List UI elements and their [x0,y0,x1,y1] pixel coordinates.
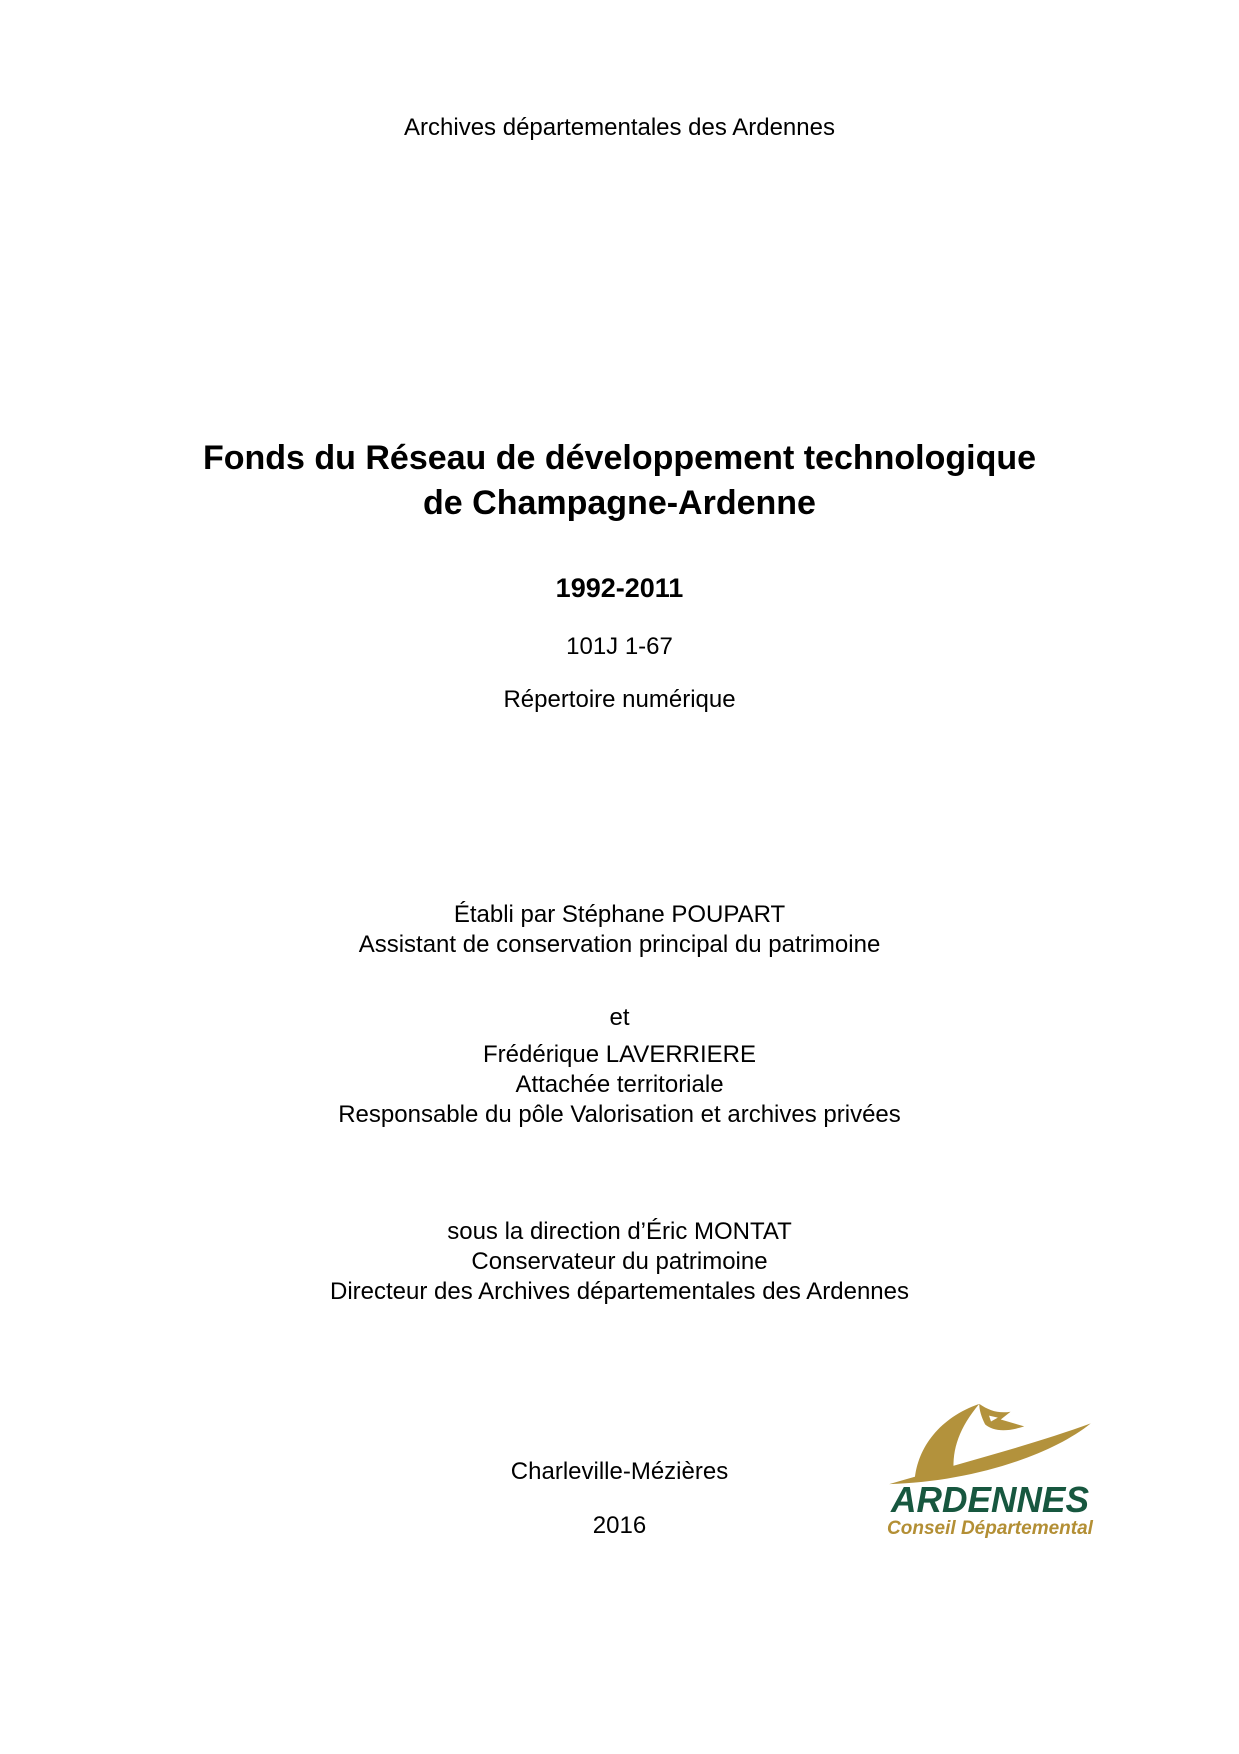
author-block-2 [0,1040,1239,1130]
direction-block [0,1217,1239,1307]
document-title [0,436,1239,526]
publication-place: Charleville-Mézières [510,1458,729,1485]
author2-name: Frédérique LAVERRIERE [483,1041,756,1068]
author2-role1: Attachée territoriale [515,1071,724,1098]
author1-name: Établi par Stéphane POUPART [453,901,786,928]
author2-role2: Responsable du pôle Valorisation et archives privées [338,1101,901,1128]
author-block-1 [0,900,1239,960]
document-title-line2: de Champagne-Ardenne [423,484,816,522]
logo-tagline: Conseil Départemental [887,1518,1093,1539]
date-range: 1992-2011 [555,573,684,603]
director-role2: Directeur des Archives départementales des Ardennes [330,1278,909,1305]
stag-swoosh-icon [883,1398,1097,1488]
ardennes-logo [883,1398,1097,1540]
logo-head [979,1404,1024,1430]
author1-role: Assistant de conservation principal du patrimoine [358,931,881,958]
institution-header: Archives départementales des Ardennes [404,114,835,141]
document-subtitle: Répertoire numérique [503,686,736,713]
logo-wordmark: ARDENNES [891,1479,1089,1520]
conjunction-et: et [609,1004,630,1031]
direction-line: sous la direction d’Éric MONTAT [447,1218,792,1245]
publication-year: 2016 [592,1512,647,1539]
director-role1: Conservateur du patrimoine [471,1248,768,1275]
archive-reference: 101J 1-67 [566,633,673,660]
document-title-line1: Fonds du Réseau de développement technologique [202,439,1037,477]
